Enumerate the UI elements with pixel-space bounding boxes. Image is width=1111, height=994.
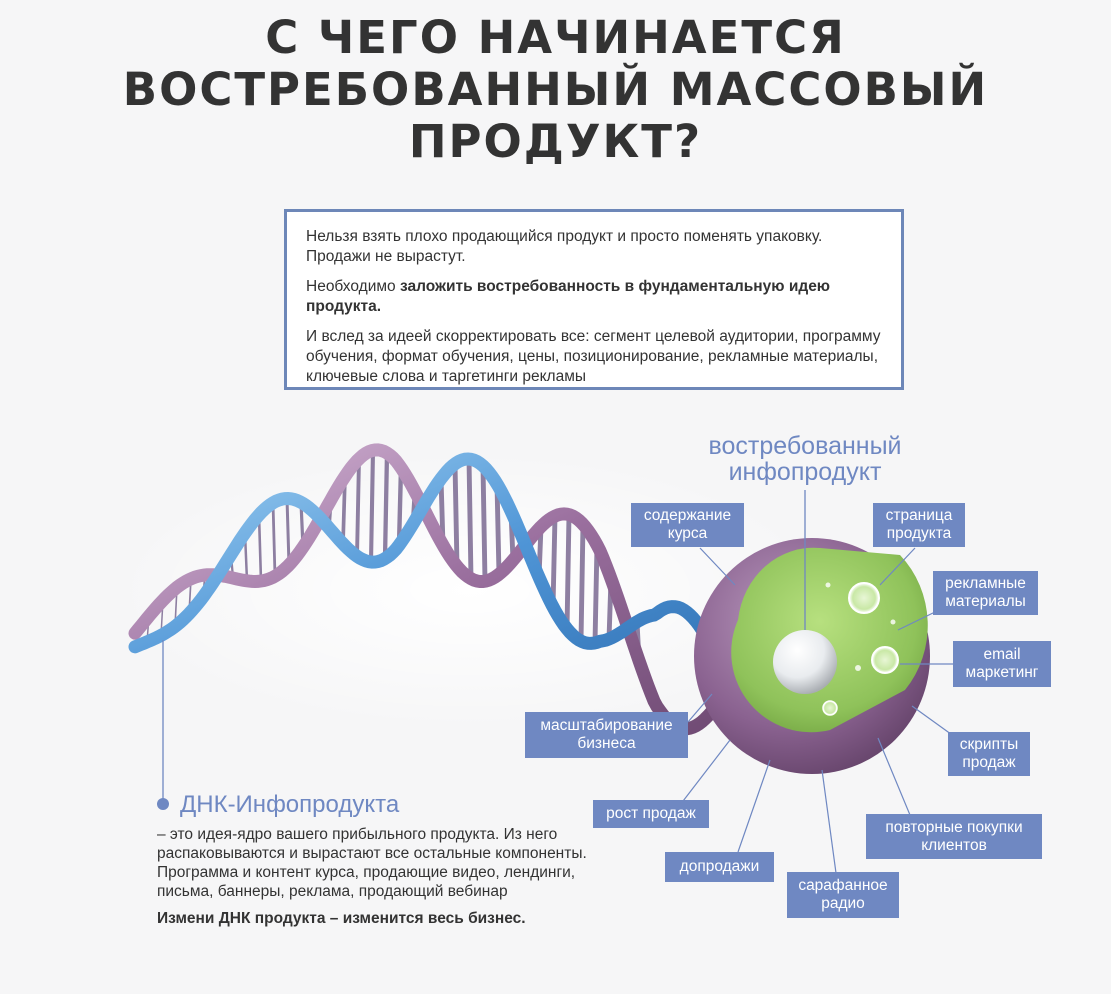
dna-base-pair bbox=[371, 450, 373, 562]
dna-title: ДНК-Инфопродукта bbox=[180, 791, 400, 818]
title-line-3: ПРОДУКТ? bbox=[408, 115, 703, 168]
label-product-page: страница продукта bbox=[873, 503, 965, 547]
title-line-2: ВОСТРЕБОВАННЫЙ МАССОВЫЙ bbox=[122, 63, 989, 116]
info-paragraph-1: Нельзя взять плохо продающийся продукт и просто поменять упаковку. Продажи не вырастут. bbox=[306, 228, 823, 265]
connector-repeat-purchases bbox=[878, 738, 910, 815]
cell-bubble-medium bbox=[872, 647, 898, 673]
label-repeat-purchases: повторные покупки клиентов bbox=[866, 814, 1042, 859]
title-line-1: С ЧЕГО НАЧИНАЕТСЯ bbox=[265, 11, 846, 64]
dna-description-block bbox=[157, 825, 597, 936]
label-business-scaling: масштабирование бизнеса bbox=[525, 712, 688, 758]
dna-base-pair bbox=[357, 459, 359, 556]
label-sales-scripts: скрипты продаж bbox=[948, 732, 1030, 776]
info-paragraph-2-emphasis: заложить востребованность в фундаментальную идею продукта. bbox=[306, 278, 831, 315]
cell-nucleus-pearl bbox=[773, 630, 837, 694]
label-sales-growth: рост продаж bbox=[593, 800, 709, 828]
cell-bubble-large bbox=[849, 583, 879, 613]
dna-base-pair bbox=[595, 545, 597, 643]
dna-base-pair bbox=[273, 503, 275, 576]
connector-upsells bbox=[738, 760, 770, 852]
dna-emphasis: Измени ДНК продукта – изменится весь бизнес. bbox=[157, 910, 526, 927]
label-ad-materials: рекламные материалы bbox=[933, 571, 1038, 615]
cell-dot bbox=[826, 583, 831, 588]
label-email-marketing: email маркетинг bbox=[953, 641, 1051, 687]
dna-base-pair bbox=[469, 459, 471, 579]
core-title: востребованный инфопродукт bbox=[708, 432, 902, 486]
dna-base-pair bbox=[483, 466, 485, 581]
label-course-content: содержание курса bbox=[631, 503, 744, 547]
dna-pointer-dot bbox=[157, 798, 169, 810]
dna-base-pair bbox=[385, 453, 387, 559]
dna-base-pair bbox=[567, 515, 569, 629]
dna-base-pair bbox=[455, 464, 457, 566]
cell-bubble-small bbox=[823, 701, 837, 715]
dna-base-pair bbox=[581, 524, 583, 641]
connector-word-of-mouth bbox=[822, 770, 836, 873]
cell-dot bbox=[855, 665, 861, 671]
cell-dot bbox=[891, 620, 896, 625]
info-paragraph-2-prefix: Необходимо bbox=[306, 278, 400, 295]
product-cell bbox=[694, 538, 930, 774]
label-upsells: допродажи bbox=[665, 852, 774, 882]
info-paragraph-3: И вслед за идеей скорректировать все: сегмент целевой аудитории, программу обучения, формат обучения, цены, позиционирование, рекламные материалы, ключевые слова и таргетинги рекламы bbox=[306, 328, 881, 385]
dna-description: – это идея-ядро вашего прибыльного продукта. Из него распаковываются и вырастают все остальные компоненты. Программа и контент курса, продающие видео, лендинги, письма, баннеры, реклама, продающий вебинар bbox=[157, 826, 587, 900]
dna-base-pair bbox=[287, 499, 289, 565]
label-word-of-mouth: сарафанное радио bbox=[787, 872, 899, 918]
